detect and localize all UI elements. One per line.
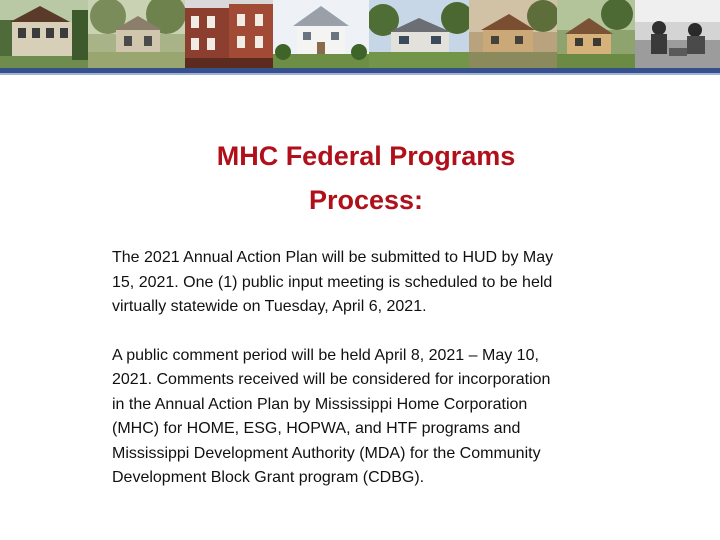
paragraph-2 [112, 344, 622, 491]
townhouses-photo [0, 0, 88, 68]
two-story-house-photo [273, 0, 369, 68]
slide-title [120, 134, 612, 222]
banner-rule-accent [0, 73, 720, 75]
photo-banner [0, 0, 720, 68]
slide-title-line2: Process: [308, 185, 424, 215]
paragraph-1 [112, 246, 622, 320]
paragraph-2-line: (MHC) for HOME, ESG, HOPWA, and HTF programs and [112, 420, 521, 437]
paragraph-2-line: A public comment period will be held April 8, 2021 – May 10, [112, 346, 539, 364]
paragraph-1-line: The 2021 Annual Action Plan will be submitted to HUD by May [112, 249, 554, 266]
paragraph-2-line: in the Annual Action Plan by Mississippi Home Corporation [112, 395, 528, 413]
paragraph-2-line: 2021. Comments received will be considered for incorporation [112, 371, 551, 388]
paragraph-1-line: 15, 2021. One (1) public input meeting is scheduled to be held [112, 273, 553, 291]
ranch-house-photo [369, 0, 469, 68]
paragraph-2-line: Mississippi Development Authority (MDA) for the Community [112, 444, 541, 462]
small-house-photo [557, 0, 635, 68]
bungalow-photo [469, 0, 557, 68]
slide-title-line1: MHC Federal Programs [216, 141, 516, 171]
workers-photo [635, 0, 720, 68]
brick-buildings-photo [185, 0, 273, 68]
paragraph-1-line: virtually statewide on Tuesday, April 6, 2021. [112, 298, 427, 315]
slide-body [112, 246, 622, 491]
old-house-photo [88, 0, 185, 68]
paragraph-2-line: Development Block Grant program (CDBG). [112, 469, 425, 486]
